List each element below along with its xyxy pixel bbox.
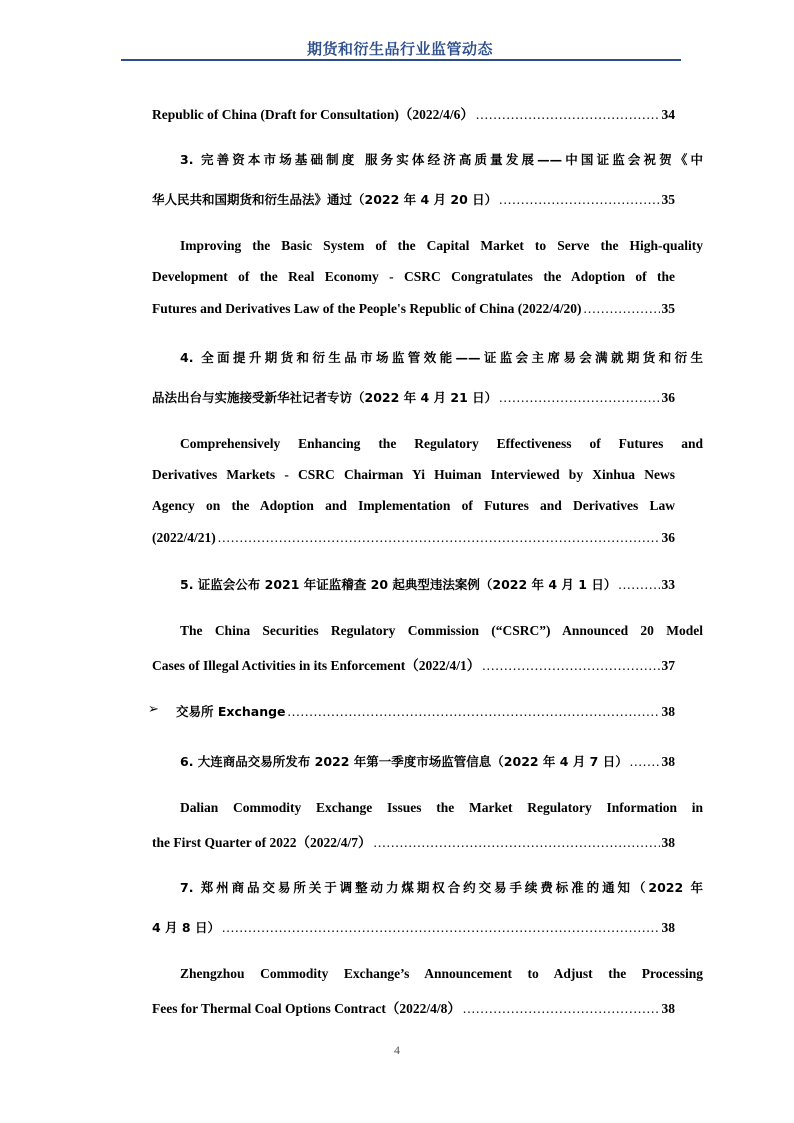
toc-page-number: 38 (661, 704, 675, 719)
toc-entry-text: 6. 大连商品交易所发布 2022 年第一季度市场监管信息（2022 年 4 月 7 日） (180, 754, 628, 769)
toc-entry[interactable] (152, 575, 675, 595)
toc-leader (222, 920, 660, 936)
toc-page-number: 38 (661, 835, 675, 850)
toc-leader (288, 704, 660, 720)
toc-page-number: 38 (661, 754, 675, 769)
toc-entry-text: 4 月 8 日） (152, 920, 220, 935)
toc-entry[interactable] (152, 752, 675, 772)
toc-entry-line[interactable]: 7. 郑州商品交易所关于调整动力煤期权合约交易手续费标准的通知（2022 年 (180, 880, 703, 895)
toc-entry-line[interactable]: Derivatives Markets - CSRC Chairman Yi Huiman Interviewed by Xinhua News (152, 467, 675, 482)
toc-entry-text: 交易所 Exchange (176, 704, 286, 719)
toc-entry[interactable] (152, 654, 675, 674)
toc-entry-line[interactable]: Comprehensively Enhancing the Regulatory Effectiveness of Futures and (180, 436, 703, 451)
toc-page-number: 38 (661, 1001, 675, 1016)
toc-leader (218, 530, 660, 546)
toc-page-number: 36 (661, 530, 675, 545)
toc-entry[interactable] (152, 918, 675, 938)
toc-page-number: 34 (661, 107, 675, 122)
toc-entry-text: 华人民共和国期货和衍生品法》通过（2022 年 4 月 20 日） (152, 192, 498, 207)
toc-entry-text: Republic of China (Draft for Consultation)（2022/4/6） (152, 107, 474, 122)
toc-page-number: 35 (661, 192, 675, 207)
toc-entry-text: (2022/4/21) (152, 530, 216, 545)
toc-entry-line[interactable]: The China Securities Regulatory Commission (“CSRC”) Announced 20 Model (180, 623, 703, 638)
page-number: 4 (394, 1043, 400, 1057)
page-header-title: 期货和衍生品行业监管动态 (306, 40, 493, 58)
toc-entry[interactable] (152, 997, 675, 1017)
toc-entry[interactable] (152, 103, 675, 123)
toc-entry-line[interactable]: Improving the Basic System of the Capital Market to Serve the High-quality (180, 238, 703, 253)
toc-leader (499, 192, 659, 208)
toc-entry-text: Futures and Derivatives Law of the People's Republic of China (2022/4/20) (152, 301, 582, 316)
toc-entry-text: 品法出台与实施接受新华社记者专访（2022 年 4 月 21 日） (152, 390, 498, 405)
toc-entry[interactable] (152, 831, 675, 851)
toc-entry[interactable] (152, 530, 675, 550)
header-divider (121, 59, 681, 61)
toc-entry[interactable] (152, 388, 675, 408)
toc-leader (482, 658, 659, 674)
toc-page-number: 36 (661, 390, 675, 405)
toc-entry-line[interactable]: Agency on the Adoption and Implementation of Futures and Derivatives Law (152, 498, 675, 513)
toc-leader (463, 1001, 660, 1017)
toc-entry-line[interactable]: Development of the Real Economy - CSRC Congratulates the Adoption of the (152, 269, 675, 284)
toc-page-number: 37 (661, 658, 675, 673)
toc-entry[interactable] (152, 190, 675, 210)
toc-entry-text: the First Quarter of 2022（2022/4/7） (152, 835, 372, 850)
toc-entry-line[interactable]: Dalian Commodity Exchange Issues the Market Regulatory Information in (180, 800, 703, 815)
toc-entry-text: Cases of Illegal Activities in its Enforcement（2022/4/1） (152, 658, 481, 673)
toc-section-entry[interactable] (176, 702, 675, 722)
toc-leader (584, 301, 660, 317)
toc-leader (499, 390, 659, 406)
toc-entry-text: 5. 证监会公布 2021 年证监稽查 20 起典型违法案例（2022 年 4 月 1 日） (180, 577, 617, 592)
toc-leader (476, 107, 660, 123)
arrow-bullet-icon: ➢ (148, 702, 159, 717)
toc-entry[interactable] (152, 301, 675, 321)
toc-page-number: 38 (661, 920, 675, 935)
toc-leader (630, 754, 660, 770)
toc-entry-line[interactable]: Zhengzhou Commodity Exchange’s Announcement to Adjust the Processing (180, 966, 703, 981)
toc-entry-text: Fees for Thermal Coal Options Contract（2022/4/8） (152, 1001, 461, 1016)
toc-leader (618, 577, 659, 593)
toc-leader (373, 835, 659, 851)
toc-entry-line[interactable]: 4. 全面提升期货和衍生品市场监管效能——证监会主席易会满就期货和衍生 (180, 350, 703, 365)
toc-page-number: 33 (661, 577, 675, 592)
toc-page-number: 35 (661, 301, 675, 316)
toc-entry-line[interactable]: 3. 完善资本市场基础制度 服务实体经济高质量发展——中国证监会祝贺《中 (180, 152, 703, 167)
